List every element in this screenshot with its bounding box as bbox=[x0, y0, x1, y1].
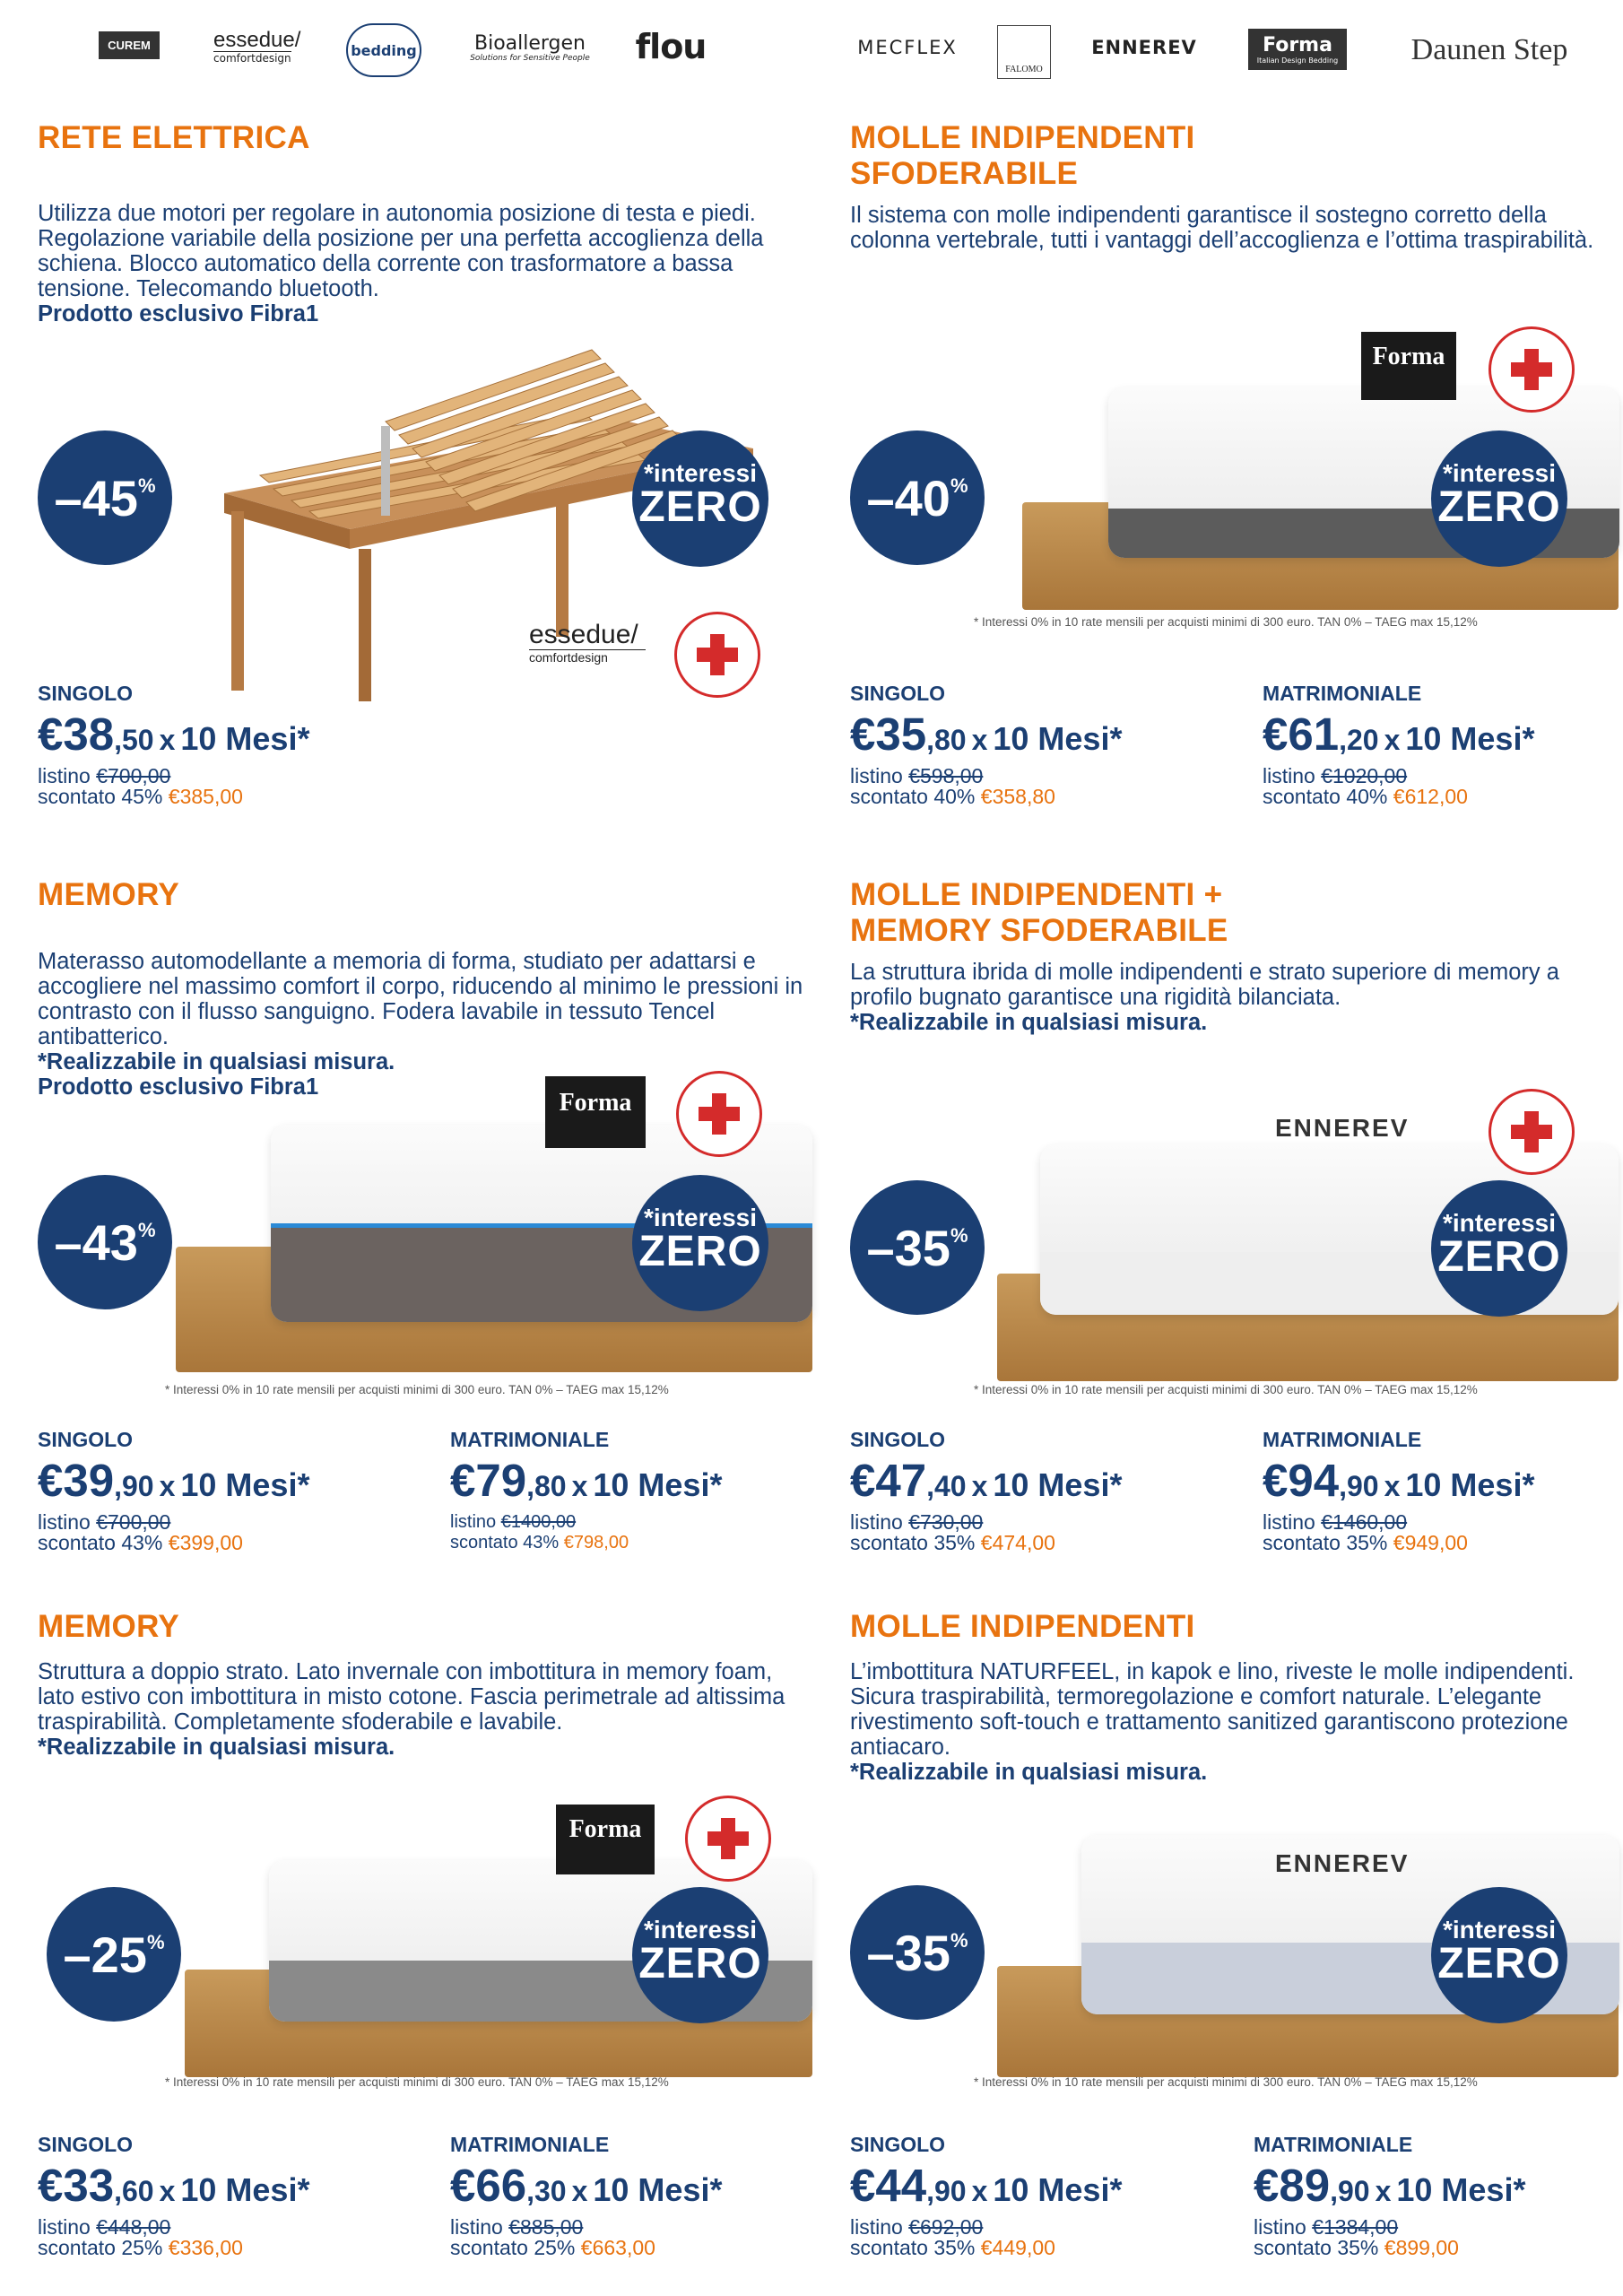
medical-device-seal bbox=[1488, 326, 1575, 413]
product-title: MOLLE INDIPENDENTI SFODERABILE bbox=[850, 120, 1195, 191]
product-title: MEMORY bbox=[38, 1609, 180, 1644]
brand-daunen-step-label: Daunen Step bbox=[1410, 33, 1568, 66]
interest-zero-badge: *interessi ZERO bbox=[1431, 1887, 1567, 2023]
zero-badge-line1: *interessi bbox=[643, 459, 758, 487]
brand-forma-label: Forma bbox=[1263, 33, 1332, 57]
price-singolo: SINGOLO €33,60 x 10 Mesi* listino €448,00 scontato 25% €336,00 bbox=[38, 2133, 310, 2259]
product-description: Il sistema con molle indipendenti garantisce il sostegno corretto della colonna vertebrale, tutti i vantaggi dell’accoglienza e l’ottima traspirabilità. bbox=[850, 203, 1594, 253]
brand-essedue-small: essedue/ comfortdesign bbox=[529, 621, 646, 665]
brand-bioallergen-label: Bioallergen bbox=[473, 32, 586, 55]
brand-mecflex-label: MECFLEX bbox=[857, 37, 958, 58]
interest-zero-badge: *interessi ZERO bbox=[1431, 430, 1567, 567]
medical-device-seal bbox=[685, 1796, 771, 1882]
interest-footnote: * Interessi 0% in 10 rate mensili per acquisti minimi di 300 euro. TAN 0% – TAEG max 15,12% bbox=[165, 1383, 669, 1396]
price-singolo: SINGOLO €47,40 x 10 Mesi* listino €730,00 scontato 35% €474,00 bbox=[850, 1428, 1123, 1554]
price-matrimoniale: MATRIMONIALE €89,90 x 10 Mesi* listino €1384,00 scontato 35% €899,00 bbox=[1254, 2133, 1526, 2259]
interest-zero-badge bbox=[632, 430, 768, 567]
discount-badge: –35 % bbox=[850, 1180, 985, 1315]
product-title: MEMORY bbox=[38, 877, 180, 912]
brand-bioallergen bbox=[454, 29, 606, 68]
size-label: SINGOLO bbox=[38, 682, 134, 705]
product-card-molle-memory bbox=[850, 877, 1623, 1035]
brand-forma-logo: Forma bbox=[1361, 332, 1456, 400]
brand-falomo bbox=[997, 25, 1051, 79]
brand-essedue bbox=[213, 25, 321, 68]
product-card-memory-2 bbox=[38, 1609, 813, 1760]
interest-zero-badge: *interessi ZERO bbox=[632, 1175, 768, 1311]
interest-footnote: * Interessi 0% in 10 rate mensili per acquisti minimi di 300 euro. TAN 0% – TAEG max 15,12% bbox=[974, 2075, 1478, 2089]
monthly-price: €38,50 x 10 Mesi* bbox=[38, 709, 310, 760]
brand-daunen-step bbox=[1384, 29, 1594, 72]
brand-ennerev-logo: ENNEREV bbox=[1275, 1849, 1410, 1877]
product-title: MOLLE INDIPENDENTI + MEMORY SFODERABILE bbox=[850, 877, 1228, 948]
brand-curem bbox=[88, 27, 170, 63]
brand-curem-label: CUREM bbox=[99, 31, 160, 59]
brand-ennerev bbox=[1083, 34, 1205, 61]
interest-zero-badge: *interessi ZERO bbox=[632, 1887, 768, 2023]
list-price: listino €700,00 bbox=[38, 764, 171, 787]
brand-ennerev-logo: ENNEREV bbox=[1275, 1114, 1410, 1142]
brand-forma-logo: Forma bbox=[556, 1805, 655, 1874]
brand-bioallergen-sub: Solutions for Sensitive People bbox=[470, 54, 590, 63]
brand-flou bbox=[628, 27, 714, 66]
interest-footnote: * Interessi 0% in 10 rate mensili per acquisti minimi di 300 euro. TAN 0% – TAEG max 15,12% bbox=[974, 1383, 1478, 1396]
brand-falomo-label: FALOMO bbox=[1005, 65, 1043, 74]
interest-footnote: * Interessi 0% in 10 rate mensili per acquisti minimi di 300 euro. TAN 0% – TAEG max 15,12% bbox=[165, 2075, 669, 2089]
product-card-rete-elettrica bbox=[38, 120, 813, 326]
discount-badge: –45 % bbox=[38, 430, 172, 565]
brand-mecflex bbox=[854, 32, 961, 63]
brand-flou-label: flou bbox=[635, 27, 707, 66]
medical-device-seal bbox=[676, 1071, 762, 1157]
product-description: Struttura a doppio strato. Lato invernale con imbottitura in memory foam, lato estivo con imbottitura in misto cotone. Fascia perimetrale ad altissima traspirabilità. Completamente sfoderabile e lavabile. *Realizzabile in qualsiasi misura. bbox=[38, 1659, 785, 1760]
product-title: MOLLE INDIPENDENTI bbox=[850, 1609, 1195, 1644]
price-matrimoniale: MATRIMONIALE €94,90 x 10 Mesi* listino €1460,00 scontato 35% €949,00 bbox=[1263, 1428, 1535, 1554]
discount-badge: –43 % bbox=[38, 1175, 172, 1309]
price-singolo: SINGOLO €35,80 x 10 Mesi* listino €598,00 scontato 40% €358,80 bbox=[850, 682, 1123, 808]
interest-zero-badge: *interessi ZERO bbox=[1431, 1180, 1567, 1317]
zero-badge-line2: ZERO bbox=[638, 483, 762, 531]
brand-essedue-sub: comfortdesign bbox=[213, 51, 291, 65]
medical-device-seal bbox=[674, 612, 760, 698]
product-card-molle-sfoderabile bbox=[850, 120, 1623, 253]
interest-footnote: * Interessi 0% in 10 rate mensili per acquisti minimi di 300 euro. TAN 0% – TAEG max 15,12% bbox=[974, 615, 1478, 629]
brand-forma bbox=[1248, 29, 1347, 70]
product-description: L’imbottitura NATURFEEL, in kapok e lino, riveste le molle indipendenti. Sicura traspirabilità, termoregolazione e comfort naturale. L’elegante rivestimento soft-touch e trattamento sanitized garantiscono protezione antiacaro. *Realizzabile in qualsiasi misura. bbox=[850, 1659, 1575, 1785]
discount-badge: –25 % bbox=[47, 1887, 181, 2022]
brand-bedding bbox=[346, 23, 421, 77]
product-card-memory-1 bbox=[38, 877, 813, 1100]
price-matrimoniale: MATRIMONIALE €79,80 x 10 Mesi* listino €1400,00 scontato 43% €798,00 bbox=[450, 1428, 723, 1552]
product-card-molle-indipendenti bbox=[850, 1609, 1623, 1785]
product-title: RETE ELETTRICA bbox=[38, 120, 310, 155]
brand-forma-logo: Forma bbox=[545, 1076, 646, 1148]
price-matrimoniale: MATRIMONIALE €66,30 x 10 Mesi* listino €885,00 scontato 25% €663,00 bbox=[450, 2133, 723, 2259]
price-singolo bbox=[38, 682, 309, 807]
discounted-price: scontato 45% €385,00 bbox=[38, 785, 243, 808]
price-matrimoniale: MATRIMONIALE €61,20 x 10 Mesi* listino €1020,00 scontato 40% €612,00 bbox=[1263, 682, 1535, 808]
brand-forma-sub: Italian Design Bedding bbox=[1256, 56, 1339, 65]
product-description: La struttura ibrida di molle indipendenti e strato superiore di memory a profilo bugnato garantisce una rigidità bilanciata. *Realizzabile in qualsiasi misura. bbox=[850, 960, 1559, 1035]
price-singolo: SINGOLO €44,90 x 10 Mesi* listino €692,00 scontato 35% €449,00 bbox=[850, 2133, 1123, 2259]
brand-bedding-label: bedding bbox=[351, 41, 417, 59]
brand-ennerev-label: ENNEREV bbox=[1091, 37, 1197, 58]
discount-badge: –35 % bbox=[850, 1885, 985, 2020]
discount-badge: –40 % bbox=[850, 430, 985, 565]
medical-device-seal bbox=[1488, 1089, 1575, 1175]
price-singolo: SINGOLO €39,90 x 10 Mesi* listino €700,00 scontato 43% €399,00 bbox=[38, 1428, 310, 1554]
product-description: Utilizza due motori per regolare in autonomia posizione di testa e piedi. Regolazione variabile della posizione per una perfetta accoglienza della schiena. Blocco automatico della corrente con trasformatore a bassa tensione. Telecomando bluetooth. Prodotto esclusivo Fibra1 bbox=[38, 201, 764, 326]
brand-essedue-label: essedue/ bbox=[213, 27, 301, 52]
product-description: Materasso automodellante a memoria di forma, studiato per adattarsi e accogliere nel massimo comfort il corpo, riducendo al minimo le pressioni in contrasto con il flusso sanguigno. Fodera lavabile in tessuto Tencel antibatterico. *Realizzabile in qualsiasi misura. Prodotto esclusivo Fibra1 bbox=[38, 949, 803, 1100]
